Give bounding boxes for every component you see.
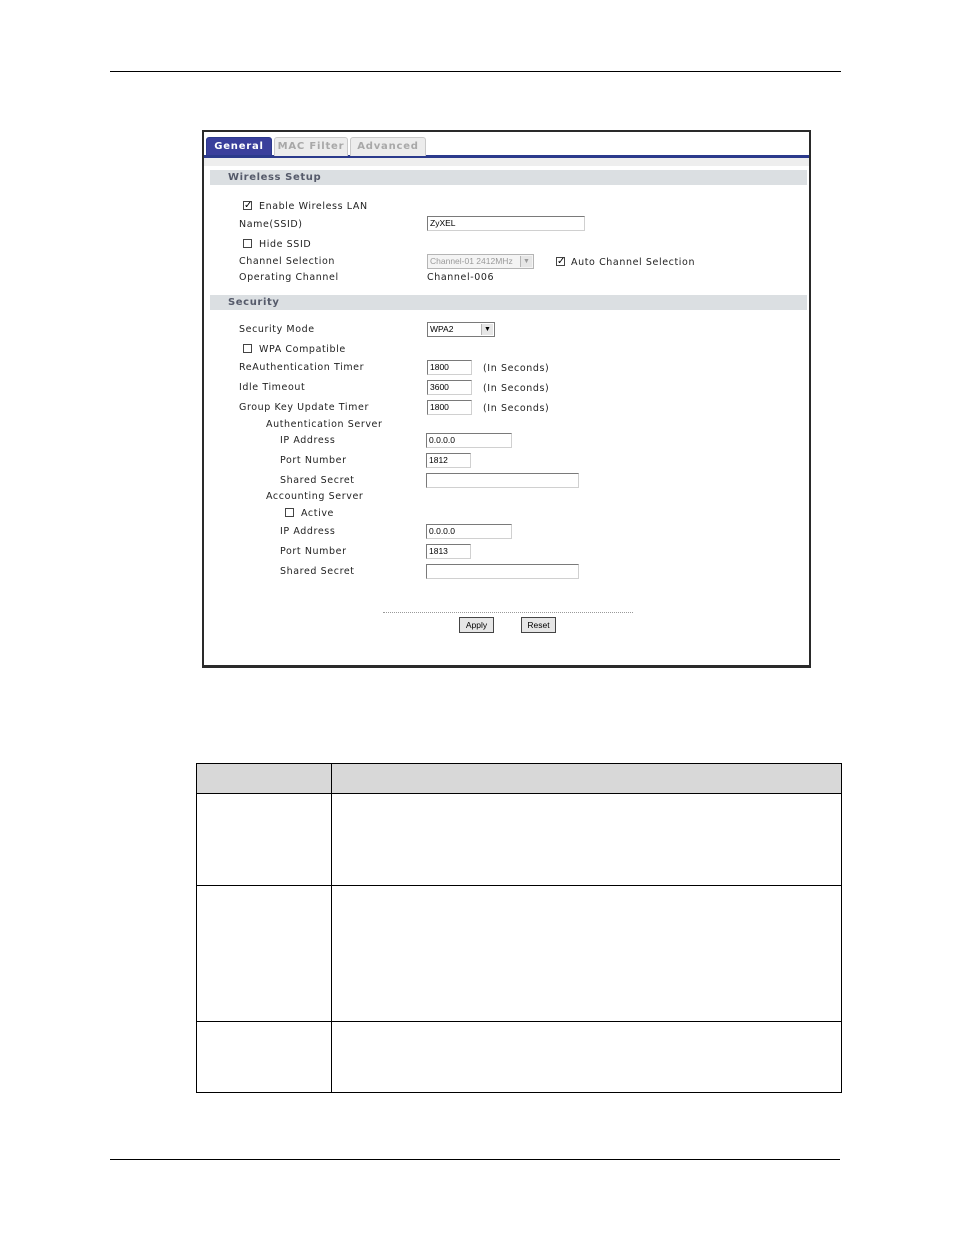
wpa-compatible-checkbox[interactable]	[243, 344, 252, 353]
auth-ip-input[interactable]: 0.0.0.0	[426, 433, 512, 448]
acct-server-title: Accounting Server	[266, 491, 364, 502]
field-description-table	[196, 763, 842, 1093]
table-row	[197, 1022, 841, 1092]
operating-channel-value: Channel-006	[427, 272, 495, 283]
idle-timeout-unit: (In Seconds)	[483, 383, 550, 394]
hide-ssid-label: Hide SSID	[259, 239, 312, 250]
reauth-timer-label: ReAuthentication Timer	[239, 362, 365, 373]
ssid-label: Name(SSID)	[239, 219, 303, 230]
auto-channel-checkbox[interactable]: ✓	[557, 256, 566, 267]
channel-selection-label: Channel Selection	[239, 256, 336, 267]
security-title: Security	[228, 297, 280, 308]
acct-active-label: Active	[301, 508, 334, 519]
idle-timeout-input[interactable]: 3600	[427, 380, 472, 395]
wireless-setup-title: Wireless Setup	[228, 172, 322, 183]
acct-ip-label: IP Address	[280, 526, 336, 537]
apply-button[interactable]: Apply	[459, 617, 494, 633]
reset-button[interactable]: Reset	[521, 617, 556, 633]
acct-port-label: Port Number	[280, 546, 347, 557]
table-header-row	[197, 764, 841, 794]
group-key-timer-unit: (In Seconds)	[483, 403, 550, 414]
acct-ip-input[interactable]: 0.0.0.0	[426, 524, 512, 539]
reauth-timer-unit: (In Seconds)	[483, 363, 550, 374]
security-header	[210, 295, 807, 310]
table-row	[197, 886, 841, 1022]
group-key-timer-label: Group Key Update Timer	[239, 402, 369, 413]
auth-port-label: Port Number	[280, 455, 347, 466]
header-rule	[110, 71, 841, 72]
footer-rule	[110, 1159, 840, 1160]
acct-active-checkbox[interactable]	[285, 508, 294, 517]
panel-top-shade	[204, 158, 809, 166]
auth-server-title: Authentication Server	[266, 419, 383, 430]
operating-channel-label: Operating Channel	[239, 272, 339, 283]
channel-selection-select[interactable]	[427, 254, 534, 269]
hide-ssid-checkbox[interactable]	[243, 239, 252, 248]
auto-channel-label: Auto Channel Selection	[571, 257, 696, 268]
wpa-compatible-label: WPA Compatible	[259, 344, 346, 355]
tab-mac-filter[interactable]: MAC Filter	[274, 137, 348, 156]
table-column-divider	[331, 764, 332, 1092]
enable-wireless-lan-label: Enable Wireless LAN	[259, 201, 368, 212]
ssid-input[interactable]: ZyXEL	[427, 216, 585, 231]
enable-wireless-lan-checkbox[interactable]: ✓	[244, 200, 253, 211]
security-mode-value: WPA2	[430, 324, 454, 334]
auth-secret-label: Shared Secret	[280, 475, 355, 486]
security-mode-label: Security Mode	[239, 324, 315, 335]
wireless-setup-header	[210, 170, 807, 185]
table-row	[197, 794, 841, 886]
acct-secret-input[interactable]	[426, 564, 579, 579]
acct-secret-label: Shared Secret	[280, 566, 355, 577]
auth-ip-label: IP Address	[280, 435, 336, 446]
button-divider	[383, 612, 633, 613]
wireless-settings-screenshot	[202, 130, 811, 668]
acct-port-input[interactable]: 1813	[426, 544, 471, 559]
chevron-down-icon[interactable]: ▼	[481, 324, 493, 335]
auth-secret-input[interactable]	[426, 473, 579, 488]
auth-port-input[interactable]: 1812	[426, 453, 471, 468]
group-key-timer-input[interactable]: 1800	[427, 400, 472, 415]
tab-general[interactable]: General	[206, 137, 272, 156]
tab-bar	[204, 132, 809, 158]
reauth-timer-input[interactable]: 1800	[427, 360, 472, 375]
chevron-down-icon[interactable]: ▼	[520, 256, 532, 267]
channel-selection-value: Channel-01 2412MHz	[430, 256, 513, 266]
security-mode-select[interactable]	[427, 322, 495, 337]
tab-advanced[interactable]: Advanced	[350, 137, 426, 156]
idle-timeout-label: Idle Timeout	[239, 382, 306, 393]
